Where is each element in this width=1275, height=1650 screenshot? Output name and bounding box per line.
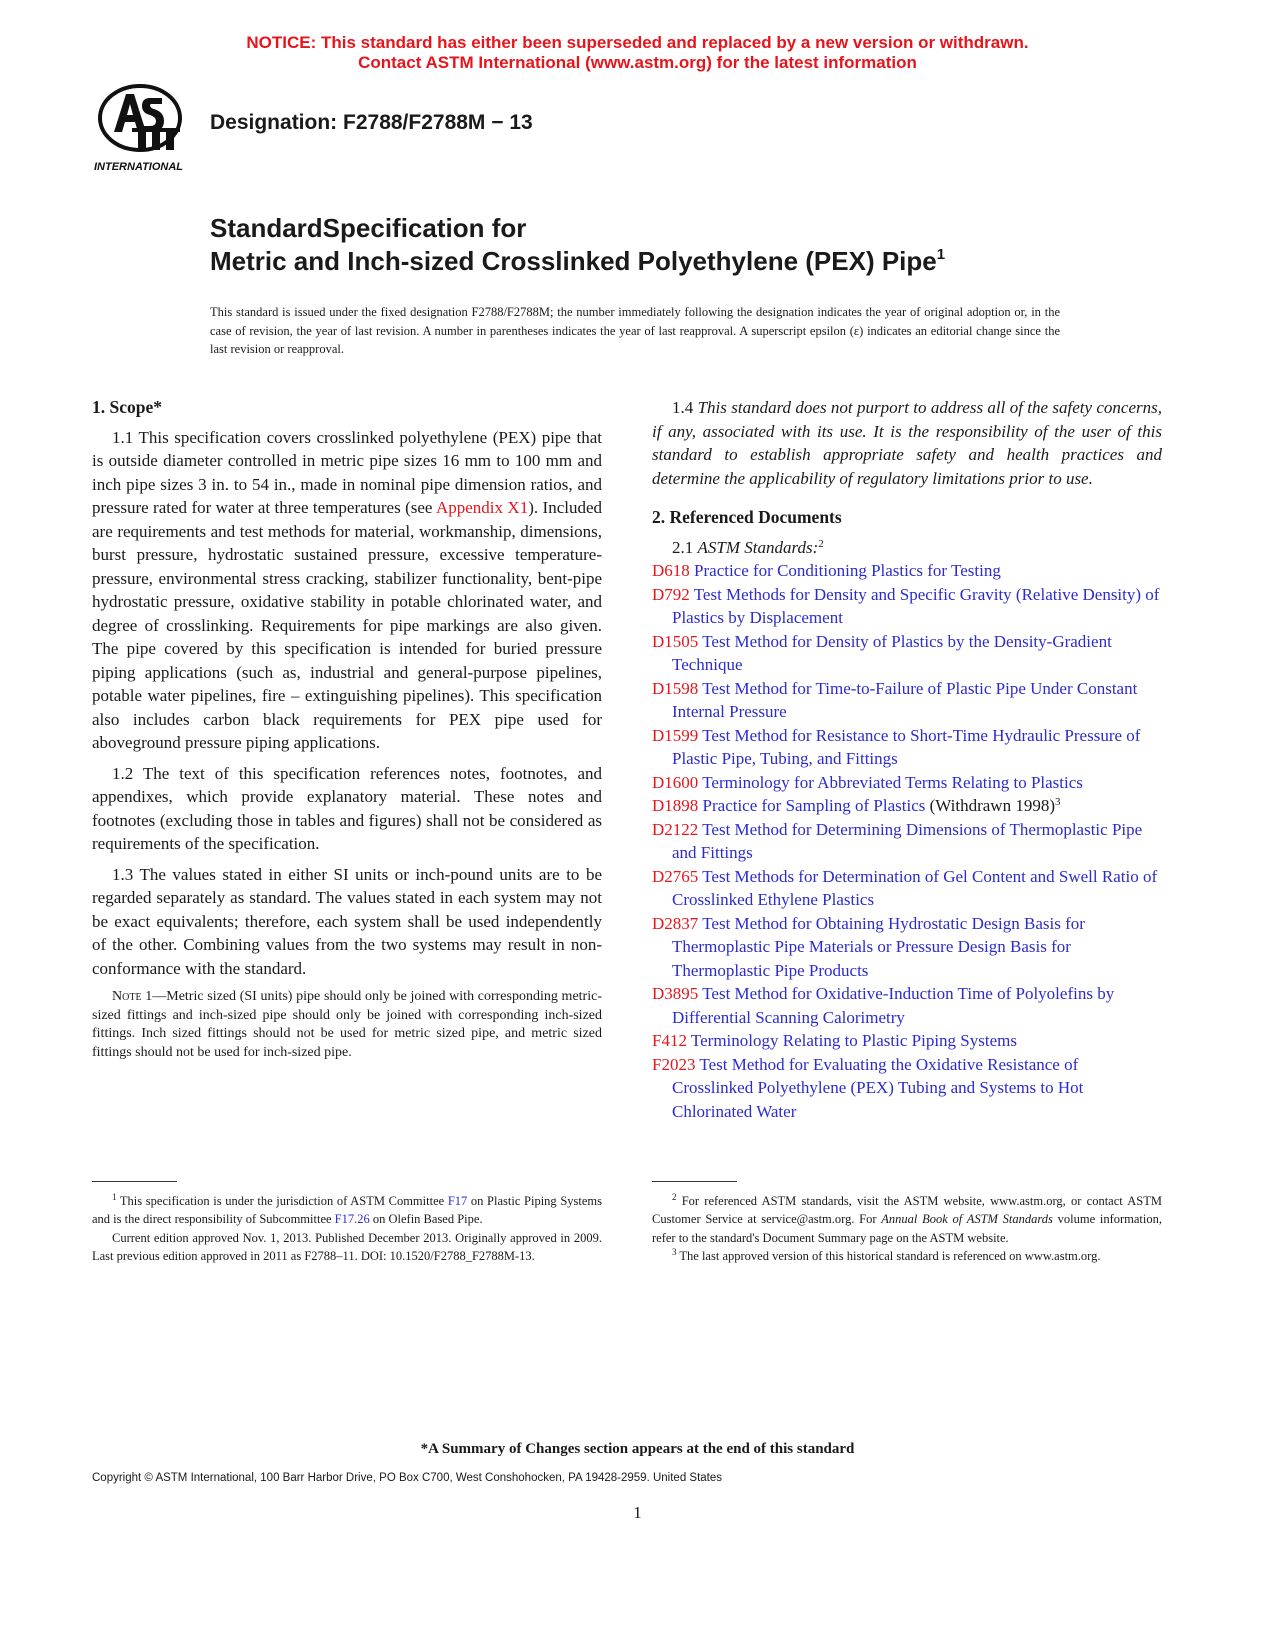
footnote-divider-left [92, 1181, 177, 1182]
committee-f17-link[interactable]: F17 [447, 1194, 468, 1208]
designation: Designation: F2788/F2788M − 13 [210, 111, 533, 134]
footnote-divider-right [652, 1181, 737, 1182]
reference-item [652, 771, 1162, 795]
referenced-documents-heading: 2. Referenced Documents [652, 507, 842, 527]
astm-standards-label: 2.1 ASTM Standards:$^2$ [672, 537, 824, 557]
subcommittee-f17-26-link[interactable]: F17.26 [334, 1212, 370, 1227]
footnote-2: $^2$ For referenced ASTM standards, visit the ASTM website, www.astm.org, or contact ASTM Customer Service at service@astm.org. For Annual Book of ASTM Standards volume information, refer to the standard's Document Summary page on the ASTM website. [652, 1192, 1162, 1245]
reference-code-link[interactable]: D3895 [652, 984, 699, 1003]
scope-heading: 1. Scope* [92, 397, 162, 417]
reference-code-link[interactable]: D2122 [652, 819, 699, 839]
reference-code-link[interactable]: D618 [652, 561, 690, 580]
paragraph-1-2: 1.2 The text of this specification references notes, footnotes, and appendixes, which provide explanatory material. These notes and footnotes (excluding those in tables and figures) shall not be considered as requirements of the specification. [92, 763, 602, 853]
title-line-1: StandardSpecification for [210, 213, 527, 243]
reference-code-link[interactable]: F2023 [652, 1054, 696, 1074]
reference-code-link[interactable]: D1898 [652, 796, 699, 815]
superseded-notice [0, 33, 1275, 73]
appendix-x1-link[interactable]: Appendix X1 [435, 498, 529, 517]
reference-code-link[interactable]: D2765 [652, 866, 699, 886]
reference-item [652, 1029, 1162, 1053]
paragraph-1-4: 1.4 This standard does not purport to address all of the safety concerns, if any, associated with its use. It is the responsibility of the user of this standard to establish appropriate safety and health practices and determine the applicability of regulatory limitations prior to use. [652, 398, 1162, 488]
summary-of-changes-note: *A Summary of Changes section appears at the end of this standard [420, 1441, 855, 1457]
reference-title-link[interactable]: Terminology for Abbreviated Terms Relating to Plastics [698, 772, 1083, 792]
reference-item [652, 583, 1162, 630]
notice-line-2: Contact ASTM International (www.astm.org) for the latest information [358, 53, 917, 72]
reference-item [652, 559, 1162, 583]
reference-list [652, 559, 1162, 1123]
reference-code-link[interactable]: D1599 [652, 725, 699, 745]
reference-item [652, 865, 1162, 912]
reference-code-link[interactable]: D1598 [652, 678, 699, 698]
paragraph-1-1: 1.1 This specification covers crosslinked polyethylene (PEX) pipe that is outside diameter controlled in metric pipe sizes 16 mm to 100 mm and inch pipe sizes 3 in. to 54 in., made in nominal pipe dimension ratios, and pressure rated for water at three temperatures (see Appendix X1). Included are requirements and test methods for material, workmanship, dimensions, burst pressure, hydrostatic sustained pressure, excessive temperature-pressure, environmental stress cracking, stabilizer functionality, bent-pipe hydrostatic pressure, oxidative stability in potable chlorinated water, and degree of crosslinking. Requirements for pipe markings are also given. The pipe covered by this specification is intended for buried pressure piping applications (such as, industrial and general-purpose pipelines, potable water pipelines, fire – extinguishing pipelines). This specification also includes carbon black requirements for PEX pipe used for aboveground pressure piping applications. [92, 427, 603, 752]
document-title [210, 212, 945, 278]
reference-code-link[interactable]: D1505 [652, 631, 699, 651]
reference-title-link[interactable]: Test Method for Evaluating the Oxidative Resistance of Crosslinked Polyethylene (PEX) Tubing and Systems to Hot Chlorinated Water [672, 1054, 1084, 1121]
reference-footnote-mark: 3 [1055, 796, 1061, 808]
reference-title-link[interactable]: Practice for Conditioning Plastics for Testing [689, 561, 1001, 580]
footnote-1-edition: Current edition approved Nov. 1, 2013. Published December 2013. Originally approved in 2009. Last previous edition approved in 2011 as F2788–11. DOI: 10.1520/F2788_F2788M-13. [92, 1230, 602, 1263]
reference-code-link[interactable]: D792 [652, 584, 690, 604]
issuance-statement: This standard is issued under the fixed designation F2788/F2788M; the number immediately following the designation indicates the year of original adoption or, in the case of revision, the year of last revision. A number in parentheses indicates the year of last reapproval. A superscript epsilon (ε) indicates an editorial change since the last revision or reapproval. [210, 305, 1060, 356]
logo-text: INTERNATIONAL [94, 161, 184, 173]
paragraph-1-3: 1.3 The values stated in either SI units or inch-pound units are to be regarded separately as standard. The values stated in each system may not be exact equivalents; therefore, each system shall be used independently of the other. Combining values from the two systems may result in non-conformance with the standard. [92, 864, 602, 978]
title-line-2: Metric and Inch-sized Crosslinked Polyethylene (PEX) Pipe$^1$ [210, 246, 946, 276]
reference-title-link[interactable]: Test Methods for Density and Specific Gravity (Relative Density) of Plastics by Displacement [672, 584, 1160, 627]
left-column [92, 396, 602, 1076]
reference-title-link[interactable]: Practice for Sampling of Plastics [698, 796, 926, 815]
reference-item [652, 912, 1162, 983]
reference-item [652, 818, 1162, 865]
note-1: Note 1—Metric sized (SI units) pipe should only be joined with corresponding metric-sized fittings and inch-sized pipe should only be joined with corresponding inch-sized fittings. Inch sized fittings should not be used for metric sized pipe, and metric sized fittings should not be used for inch-sized pipe. [92, 989, 602, 1060]
reference-code-link[interactable]: F412 [652, 1031, 687, 1050]
right-column [652, 396, 1162, 1123]
reference-title-link[interactable]: Test Method for Resistance to Short-Time Hydraulic Pressure of Plastic Pipe, Tubing, and Fittings [672, 725, 1141, 768]
reference-title-link[interactable]: Test Method for Time-to-Failure of Plastic Pipe Under Constant Internal Pressure [672, 678, 1138, 721]
reference-title-link[interactable]: Test Method for Obtaining Hydrostatic Design Basis for Thermoplastic Pipe Materials or Pressure Design Basis for Thermoplastic Pipe Products [672, 913, 1085, 980]
notice-line-1: NOTICE: This standard has either been superseded and replaced by a new version or withdrawn. [246, 33, 1029, 52]
title-footnote-mark: 1 [936, 246, 946, 263]
reference-status: (Withdrawn 1998) [925, 796, 1055, 815]
reference-title-link[interactable]: Test Methods for Determination of Gel Content and Swell Ratio of Crosslinked Ethylene Plastics [672, 866, 1158, 909]
reference-code-link[interactable]: D2837 [652, 913, 699, 933]
reference-item [652, 794, 1162, 818]
footnote-1: $^1$ This specification is under the jurisdiction of ASTM Committee F17 on Plastic Piping Systems and is the direct responsibility of Subcommittee F17.26 on Olefin Based Pipe. [92, 1192, 602, 1227]
footnotes-left [92, 1192, 602, 1265]
reference-title-link[interactable]: Terminology Relating to Plastic Piping Systems [686, 1031, 1017, 1050]
note-label: Note 1 [112, 989, 153, 1004]
reference-title-link[interactable]: Test Method for Determining Dimensions of Thermoplastic Pipe and Fittings [672, 819, 1143, 862]
reference-item [652, 630, 1162, 677]
reference-item [652, 1053, 1162, 1124]
reference-title-link[interactable]: Test Method for Density of Plastics by the Density-Gradient Technique [672, 631, 1112, 674]
footnote-3: $^3$ The last approved version of this historical standard is referenced on www.astm.org. [672, 1246, 1101, 1263]
reference-item [652, 982, 1162, 1029]
footnotes-right [652, 1192, 1162, 1265]
astm-logo-icon [92, 80, 202, 180]
copyright: Copyright © ASTM International, 100 Barr Harbor Drive, PO Box C700, West Conshohocken, PA 19428-2959. United States [92, 1472, 723, 1484]
reference-title-link[interactable]: Test Method for Oxidative-Induction Time of Polyolefins by Differential Scanning Calorimetry [672, 984, 1115, 1027]
reference-item [652, 677, 1162, 724]
reference-code-link[interactable]: D1600 [652, 772, 699, 792]
page-number: 1 [633, 1503, 642, 1522]
reference-item [652, 724, 1162, 771]
